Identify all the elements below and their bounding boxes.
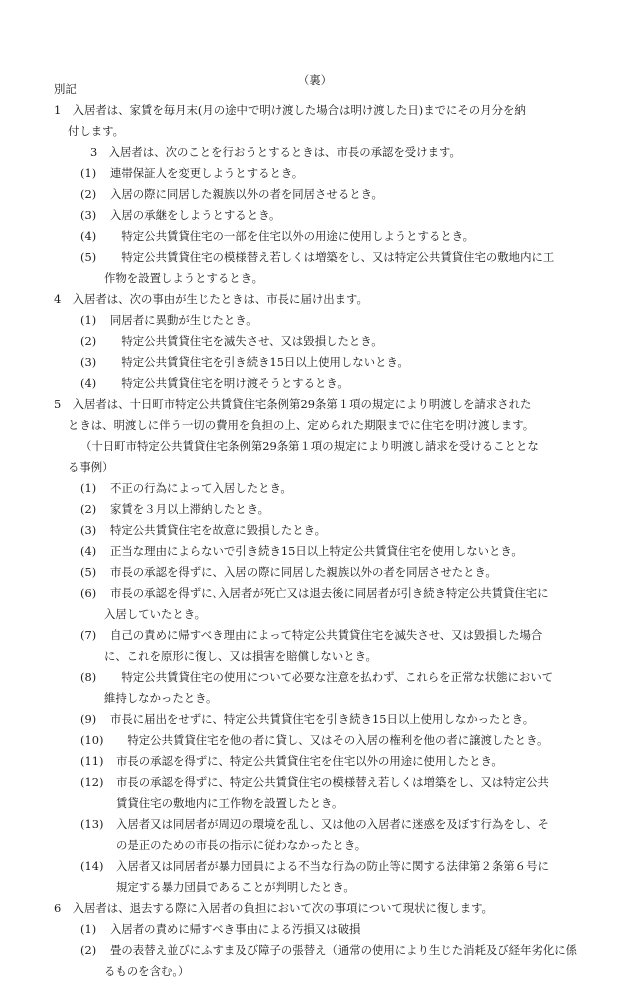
item-6-title: 6 入居者は、退去する際に入居者の負担において次の事項について現状に復します。 xyxy=(54,901,493,915)
list-item-number: (4) xyxy=(80,229,97,243)
list-item-text: 同居者に異動が生じたとき。 xyxy=(110,313,258,327)
list-item-text: 自己の責めに帰すべき理由によって特定公共賃貸住宅を滅失させ、又は毀損した場合 xyxy=(110,628,543,642)
list-item-text: 特定公共賃貸住宅の模様替え若しくは増築をし、又は特定公共賃貸住宅の敷地内に工 xyxy=(110,250,555,264)
list-item-text: 特定公共賃貸住宅を他の者に貸し、又はその入居の権利を他の者に譲渡したとき。 xyxy=(116,733,549,747)
list-item-text: 市長の承認を得ずに、特定公共賃貸住宅を住宅以外の用途に使用したとき。 xyxy=(116,754,503,768)
list-item-text: 入居者又は同居者が周辺の環境を乱し、又は他の入居者に迷惑を及ぼす行為をし、そ xyxy=(116,817,549,831)
list-item xyxy=(80,772,594,793)
list-item-number: (6) xyxy=(80,586,97,600)
list-item-number: (5) xyxy=(80,565,97,579)
list-item-number: (1) xyxy=(80,313,97,327)
item-3-title: 3 入居者は、次のことを行おうとするときは、市長の承認を受けます。 xyxy=(90,145,461,159)
list-item xyxy=(80,226,594,247)
list-item-text: 市長に届出をせずに、特定公共賃貸住宅を引き続き15日以上使用しなかったとき。 xyxy=(110,712,535,726)
list-item-text: 市長の承認を得ずに､入居者が死亡又は退去後に同居者が引き続き特定公共賃貸住宅に xyxy=(110,586,549,600)
list-item-continuation: 賃貸住宅の敷地内に工作物を設置したとき。 xyxy=(116,796,344,810)
list-item-number: (1) xyxy=(80,922,97,936)
list-item-text: 正当な理由によらないで引き続き15日以上特定公共賃貸住宅を使用しないとき。 xyxy=(110,544,523,558)
item-5-note-2: る事例） xyxy=(68,460,114,474)
list-item-text: 入居の際に同居した親族以外の者を同居させるとき。 xyxy=(110,187,383,201)
list-item-number: (2) xyxy=(80,502,97,516)
list-item xyxy=(80,856,594,877)
list-item-continuation: の是正のための市長の指示に従わなかったとき。 xyxy=(116,838,367,852)
list-item-number: (1) xyxy=(80,481,97,495)
item-1-line-2: 付します。 xyxy=(68,124,125,138)
item-5-note-1: （十日町市特定公共賃貸住宅条例第29条第１項の規定により明渡し請求を受けることとな xyxy=(80,439,539,453)
list-item-continuation: 規定する暴力団員であることが判明したとき。 xyxy=(116,880,355,894)
list-item xyxy=(80,478,594,499)
list-item-number: (5) xyxy=(80,250,97,264)
list-item-number: (3) xyxy=(80,355,97,369)
list-item-number: (2) xyxy=(80,334,97,348)
list-item-text: 市長の承認を得ずに、特定公共賃貸住宅の模様替え若しくは増築をし、又は特定公共 xyxy=(116,775,549,789)
list-item-number: (14) xyxy=(80,859,104,873)
item-5-line-2: ときは、明渡しに伴う一切の費用を負担の上、定められた期限までに住宅を明け渡します。 xyxy=(68,418,535,432)
list-item xyxy=(80,163,594,184)
list-item xyxy=(80,499,594,520)
list-item-number: (3) xyxy=(80,523,97,537)
list-item xyxy=(80,205,594,226)
list-item-text: 特定公共賃貸住宅を滅失させ、又は毀損したとき。 xyxy=(110,334,383,348)
list-item-text: 畳の表替え並びにふすま及び障子の張替え（通常の使用により生じた消耗及び経年劣化に係 xyxy=(110,943,578,957)
list-item xyxy=(80,709,594,730)
list-item xyxy=(80,814,594,835)
list-item-text: 入居の承継をしようとするとき。 xyxy=(110,208,281,222)
list-item xyxy=(80,562,594,583)
list-item-number: (4) xyxy=(80,376,97,390)
item-5-line-1: 5 入居者は、十日町市特定公共賃貸住宅条例第29条第１項の規定により明渡しを請求された xyxy=(54,397,532,411)
list-item xyxy=(80,520,594,541)
list-item-text: 不正の行為によって入居したとき。 xyxy=(110,481,292,495)
list-item xyxy=(80,352,594,373)
list-item-number: (2) xyxy=(80,943,97,957)
list-item xyxy=(80,373,594,394)
list-item-number: (11) xyxy=(80,754,104,768)
list-item-number: (4) xyxy=(80,544,97,558)
item-4 xyxy=(54,289,594,394)
list-item xyxy=(80,184,594,205)
item-4-title: 4 入居者は、次の事由が生じたときは、市長に届け出ます。 xyxy=(54,292,368,306)
item-1 xyxy=(54,100,594,142)
list-item-number: (10) xyxy=(80,733,104,747)
list-item-text: 特定公共賃貸住宅の使用について必要な注意を払わず、これらを正常な状態において xyxy=(110,670,554,684)
list-item-number: (3) xyxy=(80,208,97,222)
list-item xyxy=(80,541,594,562)
list-item-text: 特定公共賃貸住宅を明け渡そうとするとき。 xyxy=(110,376,349,390)
list-item-continuation: るものを含む。） xyxy=(104,964,190,978)
list-item-number: (12) xyxy=(80,775,104,789)
list-item-number: (1) xyxy=(80,166,97,180)
list-item xyxy=(80,310,594,331)
list-item-continuation: 入居していたとき。 xyxy=(104,607,207,621)
list-item xyxy=(80,583,594,604)
list-item xyxy=(80,667,594,688)
list-item-number: (2) xyxy=(80,187,97,201)
document-body xyxy=(54,79,594,982)
item-1-line-1: 1 入居者は、家賃を毎月末(月の途中で明け渡した場合は明け渡した日)までにその月分を納 xyxy=(54,103,526,117)
list-item xyxy=(80,919,594,940)
list-item-number: (13) xyxy=(80,817,104,831)
list-item-number: (8) xyxy=(80,670,97,684)
list-item-continuation: 維持しなかったとき。 xyxy=(104,691,218,705)
list-item xyxy=(80,625,594,646)
list-item-continuation: 作物を設置しようとするとき。 xyxy=(104,271,264,285)
item-6 xyxy=(54,898,594,982)
list-item-text: 家賃を３月以上滞納したとき。 xyxy=(110,502,270,516)
list-item xyxy=(80,730,594,751)
list-item xyxy=(80,940,594,961)
item-3 xyxy=(54,142,594,289)
list-item-text: 連帯保証人を変更しようとするとき。 xyxy=(110,166,304,180)
list-item-text: 特定公共賃貸住宅の一部を住宅以外の用途に使用しようとするとき。 xyxy=(110,229,475,243)
list-item-continuation: に、これを原形に復し、又は損害を賠償しないとき。 xyxy=(104,649,377,663)
list-item xyxy=(80,247,594,268)
section-title: 別記 xyxy=(54,82,77,96)
list-item-text: 入居者又は同居者が暴力団員による不当な行為の防止等に関する法律第２条第６号に xyxy=(116,859,549,873)
list-item-text: 特定公共賃貸住宅を故意に毀損したとき。 xyxy=(110,523,326,537)
item-5 xyxy=(54,394,594,898)
list-item-number: (9) xyxy=(80,712,97,726)
list-item-text: 市長の承認を得ずに、入居の際に同居した親族以外の者を同居させたとき。 xyxy=(110,565,497,579)
list-item xyxy=(80,331,594,352)
page-header: （裏） xyxy=(297,73,333,87)
list-item-number: (7) xyxy=(80,628,97,642)
list-item-text: 特定公共賃貸住宅を引き続き15日以上使用しないとき。 xyxy=(110,355,409,369)
list-item-text: 入居者の責めに帰すべき事由による汚損又は破損 xyxy=(110,922,361,936)
list-item xyxy=(80,751,594,772)
